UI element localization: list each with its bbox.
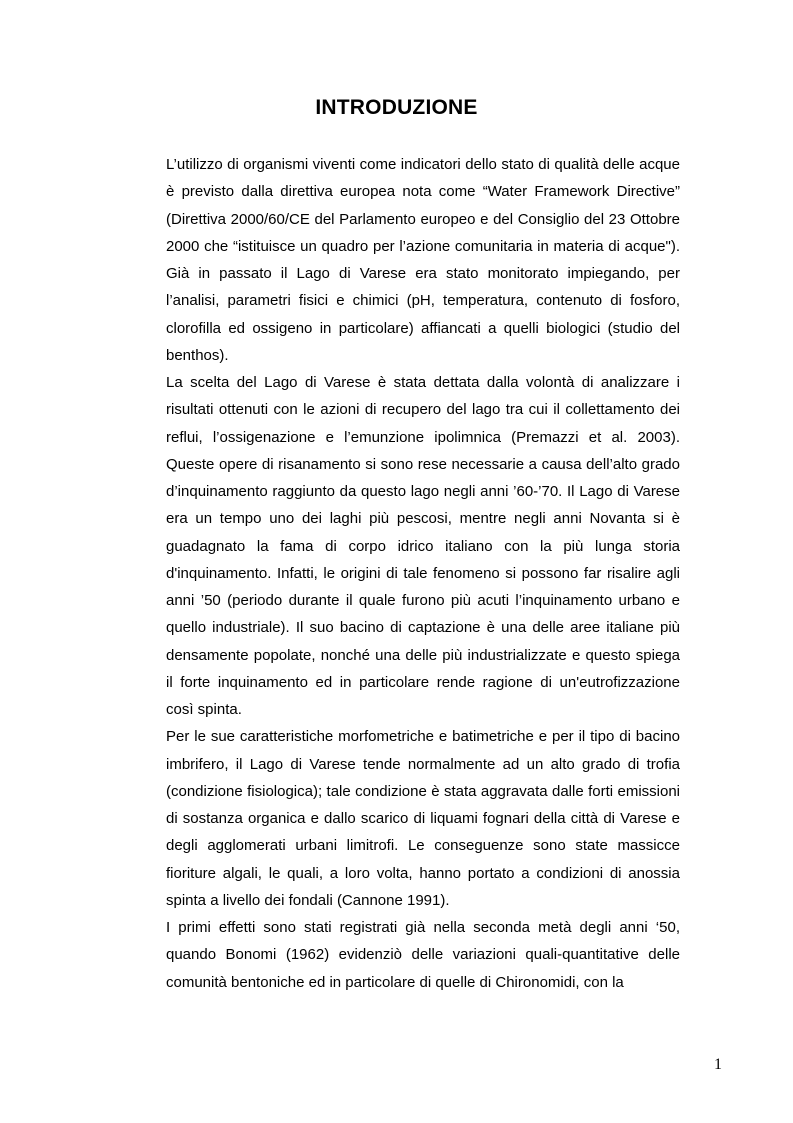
paragraph: L’utilizzo di organismi viventi come indicatori dello stato di qualità delle acque è previsto dalla direttiva europea nota come “Water Framework Directive” (Direttiva 2000/60/CE del Parlamento europeo e del Consiglio del 23 Ottobre 2000 che “istituisce un quadro per l’azione comunitaria in materia di acque"). Già in passato il Lago di Varese era stato monitorato impiegando, per l’analisi, parametri fisici e chimici (pH, temperatura, contenuto di fosforo, clorofilla ed ossigeno in particolare) affiancati a quelli biologici (studio del benthos).: [166, 156, 680, 364]
paragraph: Per le sue caratteristiche morfometriche e batimetriche e per il tipo di bacino imbrifero, il Lago di Varese tende normalmente ad un alto grado di trofia (condizione fisiologica); tale condizione è stata aggravata dalle forti emissioni di sostanza organica e dallo scarico di liquami fognari della città di Varese e degli agglomerati urbani limitrofi. Le conseguenze sono state massicce fioriture algali, le quali, a loro volta, hanno portato a condizioni di anossia spinta a livello dei fondali (Cannone 1991).: [166, 728, 680, 909]
body-text: [166, 151, 680, 996]
paragraph: I primi effetti sono stati registrati già nella seconda metà degli anni ‘50, quando Bonomi (1962) evidenziò delle variazioni quali-quantitative delle comunità bentoniche ed in particolare di quelle di Chironomidi, con la: [166, 919, 680, 991]
page-title: INTRODUZIONE: [315, 96, 478, 119]
page-number: 1: [714, 1056, 722, 1073]
paragraph: La scelta del Lago di Varese è stata dettata dalla volontà di analizzare i risultati ottenuti con le azioni di recupero del lago tra cui il collettamento dei reflui, l’ossigenazione e l’emunzione ipolimnica (Premazzi et al. 2003). Queste opere di risanamento si sono rese necessarie a causa dell’alto grado d’inquinamento raggiunto da questo lago negli anni ’60-’70. Il Lago di Varese era un tempo uno dei laghi più pescosi, mentre negli anni Novanta si è guadagnato la fama di corpo idrico italiano con la più lunga storia d'inquinamento. Infatti, le origini di tale fenomeno si possono far risalire agli anni ’50 (periodo durante il quale furono più acuti l’inquinamento urbano e quello industriale). Il suo bacino di captazione è una delle aree italiane più densamente popolate, nonché una delle più industrializzate e questo spiega il forte inquinamento ed in particolare rende ragione di un'eutrofizzazione così spinta.: [166, 374, 680, 718]
